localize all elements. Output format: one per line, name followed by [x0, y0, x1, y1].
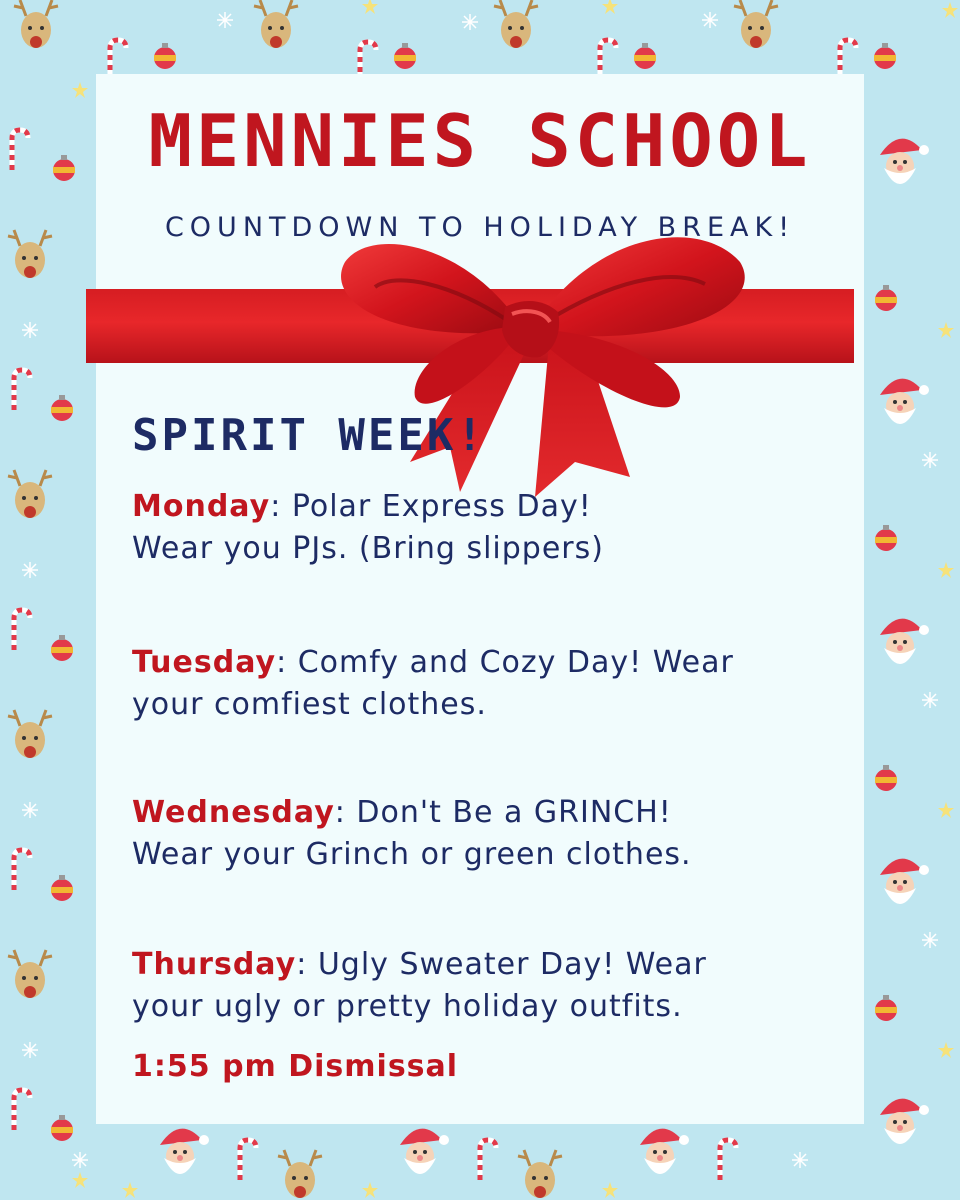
- day-name: Monday: [132, 489, 271, 524]
- day-name: Wednesday: [132, 795, 335, 830]
- day-theme: : Comfy and Cozy Day! Wear: [276, 645, 734, 680]
- day-thursday: [132, 944, 852, 1028]
- spirit-week-heading: SPIRIT WEEK!: [132, 410, 486, 461]
- dismissal-time: 1:55 pm Dismissal: [132, 1049, 459, 1084]
- day-instructions: your comfiest clothes.: [132, 687, 487, 722]
- day-instructions: Wear you PJs. (Bring slippers): [132, 531, 604, 566]
- day-wednesday: [132, 792, 852, 876]
- countdown-subtitle: COUNTDOWN TO HOLIDAY BREAK!: [164, 212, 796, 243]
- red-bow-icon: [300, 222, 770, 512]
- day-name: Tuesday: [132, 645, 277, 680]
- day-instructions: your ugly or pretty holiday outfits.: [132, 989, 683, 1024]
- day-monday: [132, 486, 852, 570]
- day-theme: : Don't Be a GRINCH!: [334, 795, 672, 830]
- day-theme: : Polar Express Day!: [270, 489, 592, 524]
- day-instructions: Wear your Grinch or green clothes.: [132, 837, 692, 872]
- school-name-title: MENNIES SCHOOL: [148, 99, 812, 183]
- day-theme: : Ugly Sweater Day! Wear: [296, 947, 707, 982]
- day-tuesday: [132, 642, 852, 726]
- day-name: Thursday: [132, 947, 297, 982]
